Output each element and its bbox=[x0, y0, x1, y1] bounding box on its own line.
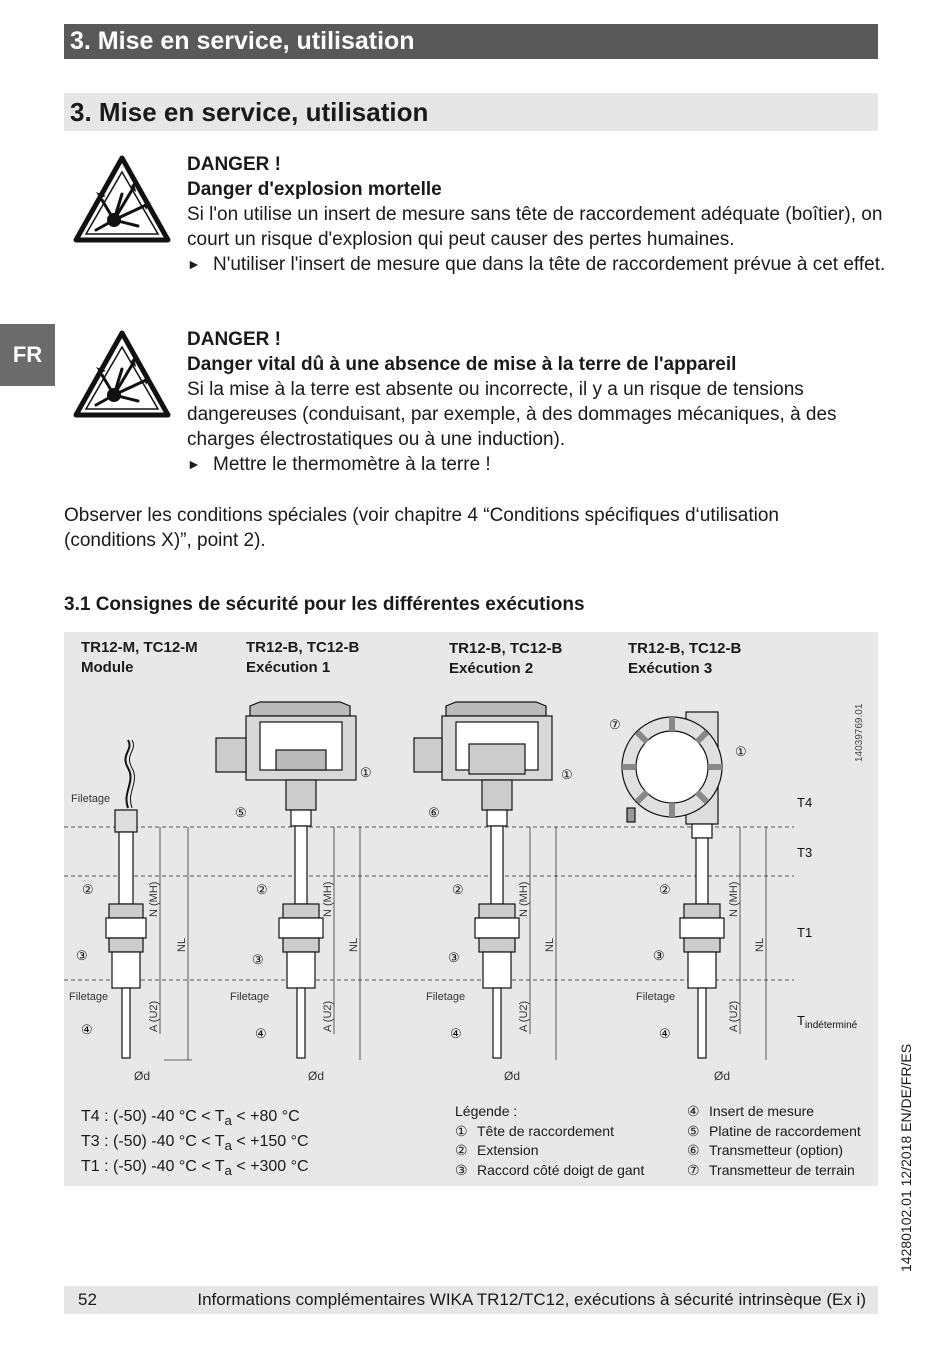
legend-item: ⑥ Transmetteur (option) bbox=[687, 1142, 844, 1158]
callout-3-icon: ③ bbox=[76, 948, 88, 963]
temp-row: T4 : (-50) -40 $^\circ C < T_a < +80$ °C bbox=[81, 1108, 300, 1129]
callout-1-icon: ① bbox=[360, 765, 372, 780]
arrow-right-icon: ► bbox=[187, 256, 201, 272]
temp-row: T3 : (-50) -40 $^\circ C < T_a < +150$ °C bbox=[81, 1133, 309, 1154]
diameter-label: Ød bbox=[308, 1069, 325, 1083]
dimension-label: N (MH) bbox=[322, 881, 334, 917]
page-number: 52 bbox=[78, 1290, 97, 1309]
legend-item: ⑤ Platine de raccordement bbox=[687, 1122, 861, 1139]
danger-subtitle: Danger d'explosion mortelle bbox=[187, 179, 442, 200]
dimension-label: A (U2) bbox=[728, 1000, 740, 1032]
thread-label: Filetage bbox=[69, 991, 109, 1003]
page-footer bbox=[64, 1286, 878, 1314]
dimension-label: N (MH) bbox=[728, 881, 740, 917]
dimension-label: NL bbox=[544, 937, 556, 952]
callout-4-icon: ④ bbox=[255, 1026, 267, 1041]
dimension-label: A (U2) bbox=[518, 1000, 530, 1032]
legend-item: ⑦ Transmetteur de terrain bbox=[687, 1161, 855, 1178]
dimension-label: N (MH) bbox=[148, 881, 160, 917]
explosion-warning-icon bbox=[72, 329, 172, 419]
danger-block-grounding bbox=[187, 327, 887, 477]
dimension-label: NL bbox=[754, 937, 766, 952]
callout-3-icon: ③ bbox=[252, 952, 264, 967]
danger-block-explosion bbox=[187, 152, 887, 277]
execution-3-assembly bbox=[622, 712, 724, 1058]
figure-legend bbox=[455, 1102, 644, 1180]
thread-label: Filetage bbox=[230, 991, 270, 1003]
chapter-banner: 3. Mise en service, utilisation bbox=[64, 24, 878, 59]
figure-column-title: TR12-B, TC12-B Exécution 1 bbox=[246, 639, 360, 676]
danger-action-text: Mettre le thermomètre à la terre ! bbox=[213, 454, 491, 475]
figure-column-title: TR12-B, TC12-B Exécution 2 bbox=[449, 640, 563, 677]
temp-row: T1 : (-50) -40 $^\circ C < T_a < +300$ °C bbox=[81, 1158, 309, 1179]
callout-3-icon: ③ bbox=[448, 950, 460, 965]
temperature-classes bbox=[81, 1106, 309, 1182]
legend-item: ① Tête de raccordement bbox=[455, 1122, 614, 1139]
diameter-label: Ød bbox=[504, 1069, 521, 1083]
thread-label: Filetage bbox=[71, 793, 111, 805]
module-assembly bbox=[106, 740, 146, 1058]
legend-item: ④ Insert de mesure bbox=[687, 1103, 815, 1119]
thread-label: Filetage bbox=[636, 991, 676, 1003]
execution-2-assembly bbox=[414, 702, 552, 1058]
legend-item: ③ Raccord côté doigt de gant bbox=[455, 1161, 645, 1178]
figure-column-title: TR12-B, TC12-B Exécution 3 bbox=[628, 640, 742, 677]
execution-1-assembly bbox=[216, 702, 356, 1058]
callout-1-icon: ① bbox=[561, 767, 573, 782]
callout-2-icon: ② bbox=[256, 882, 268, 897]
callout-4-icon: ④ bbox=[81, 1022, 93, 1037]
dimension-label: A (U2) bbox=[322, 1000, 334, 1032]
dimension-label: NL bbox=[348, 937, 360, 952]
arrow-right-icon: ► bbox=[187, 456, 201, 472]
zone-label: T4 bbox=[797, 795, 813, 810]
danger-subtitle: Danger vital dû à une absence de mise à la terre de l'appareil bbox=[187, 354, 737, 375]
callout-2-icon: ② bbox=[82, 882, 94, 897]
figure-code: 14039769.01 bbox=[854, 703, 865, 762]
zone-label: T1 bbox=[797, 925, 813, 940]
callout-2-icon: ② bbox=[452, 882, 464, 897]
danger-action bbox=[187, 252, 887, 277]
danger-title: DANGER ! bbox=[187, 154, 281, 175]
danger-text: Si l'on utilise un insert de mesure sans tête de raccordement adéquate (boîtier), on court un risque d'explosion qui peut causer des pertes humaines. bbox=[187, 204, 883, 250]
danger-action-text: N'utiliser l'insert de mesure que dans la tête de raccordement prévue à cet effet. bbox=[213, 254, 886, 275]
figure-legend bbox=[687, 1102, 861, 1180]
chapter-title: 3. Mise en service, utilisation bbox=[64, 93, 878, 131]
callout-4-icon: ④ bbox=[659, 1026, 671, 1041]
section-heading: 3.1 Consignes de sécurité pour les différentes exécutions bbox=[64, 594, 585, 615]
explosion-warning-icon bbox=[72, 154, 172, 244]
danger-text: Si la mise à la terre est absente ou incorrecte, il y a un risque de tensions dangereuses (conduisant, par exemple, à des dommages mécaniques, à des charges électrostatiques ou à une induction). bbox=[187, 379, 837, 450]
callout-6-icon: ⑥ bbox=[428, 805, 440, 820]
figure-column-title: TR12-M, TC12-M Module bbox=[81, 639, 198, 676]
language-tab: FR bbox=[0, 324, 55, 386]
legend-item: ② Extension bbox=[455, 1142, 539, 1158]
zone-label: $T_{indéterminé}$ bbox=[797, 1013, 858, 1031]
callout-4-icon: ④ bbox=[450, 1026, 462, 1041]
diameter-label: Ød bbox=[134, 1069, 151, 1083]
callout-7-icon: ⑦ bbox=[609, 717, 621, 732]
legend-title: Légende : bbox=[455, 1103, 518, 1119]
danger-action bbox=[187, 452, 887, 477]
document-number: 14280102.01 12/2018 EN/DE/FR/ES bbox=[898, 1043, 914, 1272]
thread-label: Filetage bbox=[426, 991, 466, 1003]
dimension-label: A (U2) bbox=[148, 1000, 160, 1032]
callout-3-icon: ③ bbox=[653, 948, 665, 963]
footer-text: Informations complémentaires WIKA TR12/TC12, exécutions à sécurité intrinsèque (Ex i) bbox=[197, 1290, 866, 1309]
callout-2-icon: ② bbox=[659, 882, 671, 897]
special-conditions-note: Observer les conditions spéciales (voir chapitre 4 “Conditions spécifiques d‘utilisation (conditions X)”, point 2). bbox=[64, 505, 779, 551]
callout-5-icon: ⑤ bbox=[235, 805, 247, 820]
dimension-label: N (MH) bbox=[518, 881, 530, 917]
zone-label: T3 bbox=[797, 845, 813, 860]
callout-1-icon: ① bbox=[735, 744, 747, 759]
dimension-label: NL bbox=[176, 937, 188, 952]
danger-title: DANGER ! bbox=[187, 329, 281, 350]
diameter-label: Ød bbox=[714, 1069, 731, 1083]
